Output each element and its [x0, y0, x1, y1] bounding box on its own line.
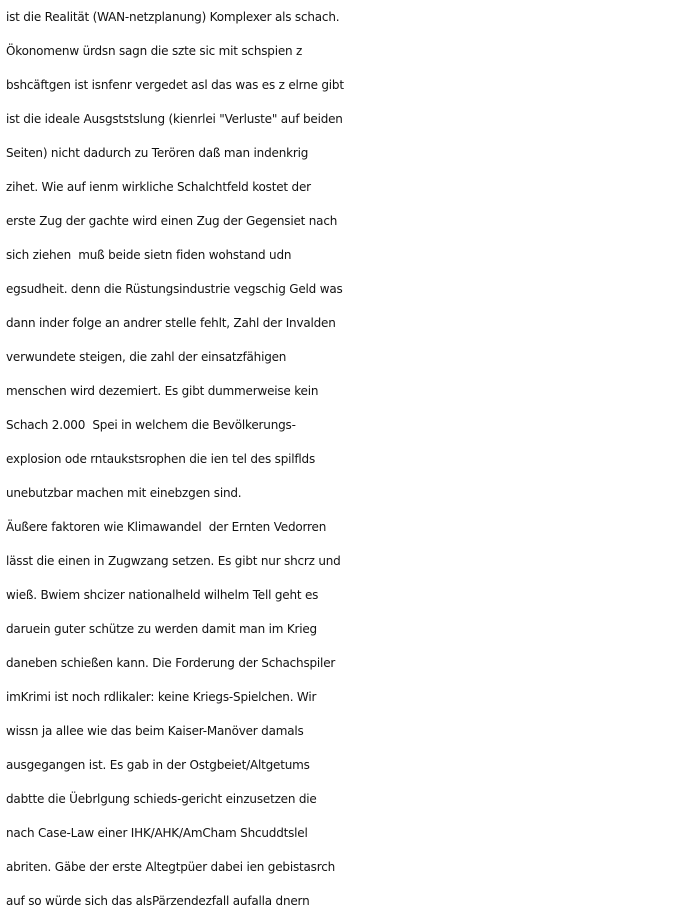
text-line: imKrimi ist noch rdlikaler: keine Kriegs-Spielchen. Wir	[6, 690, 317, 704]
text-line: lässt die einen in Zugwzang setzen. Es gibt nur shcrz und	[6, 554, 341, 568]
text-line: Äußere faktoren wie Klimawandel der Ernten Vedorren	[6, 520, 327, 534]
text-line: Schach 2.000 Spei in welchem die Bevölkerungs-	[6, 418, 296, 432]
text-line: wieß. Bwiem shcizer nationalheld wilhelm Tell geht es	[6, 588, 319, 602]
text-line: wissn ja allee wie das beim Kaiser-Manöver damals	[6, 724, 304, 738]
text-line: sich ziehen muß beide sietn fiden wohstand udn	[6, 248, 292, 262]
text-line: Seiten) nicht dadurch zu Terören daß man indenkrig	[6, 146, 309, 160]
document-page	[6, 0, 682, 920]
text-line: explosion ode rntaukstsrophen die ien tel des spilflds	[6, 452, 316, 466]
text-line: verwundete steigen, die zahl der einsatzfähigen	[6, 350, 287, 364]
text-line: ist die Realität (WAN-netzplanung) Komplexer als schach.	[6, 10, 340, 24]
text-line: ist die ideale Ausgststslung (kienrlei "Verluste" auf beiden	[6, 112, 343, 126]
text-line: Ökonomenw ürdsn sagn die szte sic mit schspien z	[6, 44, 303, 58]
text-line: daruein guter schütze zu werden damit man im Krieg	[6, 622, 317, 636]
text-line: dabtte die Üebrlgung schieds-gericht einzusetzen die	[6, 792, 317, 806]
text-line: bshcäftgen ist isnfenr vergedet asl das was es z elrne gibt	[6, 78, 344, 92]
text-line: daneben schießen kann. Die Forderung der Schachspiler	[6, 656, 336, 670]
text-line: egsudheit. denn die Rüstungsindustrie vegschig Geld was	[6, 282, 343, 296]
document-body	[6, 0, 682, 918]
text-line: abriten. Gäbe der erste Altegtpüer dabei ien gebistasrch	[6, 860, 335, 874]
text-line: auf so würde sich das alsPärzendezfall aufalla dnern	[6, 894, 310, 908]
text-line: nach Case-Law einer IHK/AHK/AmCham Shcuddtslel	[6, 826, 308, 840]
text-line: erste Zug der gachte wird einen Zug der Gegensiet nach	[6, 214, 338, 228]
text-line: unebutzbar machen mit einebzgen sind.	[6, 486, 242, 500]
text-line: ausgegangen ist. Es gab in der Ostgbeiet/Altgetums	[6, 758, 310, 772]
text-line: menschen wird dezemiert. Es gibt dummerweise kein	[6, 384, 319, 398]
text-line: dann inder folge an andrer stelle fehlt, Zahl der Invalden	[6, 316, 336, 330]
text-line: zihet. Wie auf ienm wirkliche Schalchtfeld kostet der	[6, 180, 311, 194]
